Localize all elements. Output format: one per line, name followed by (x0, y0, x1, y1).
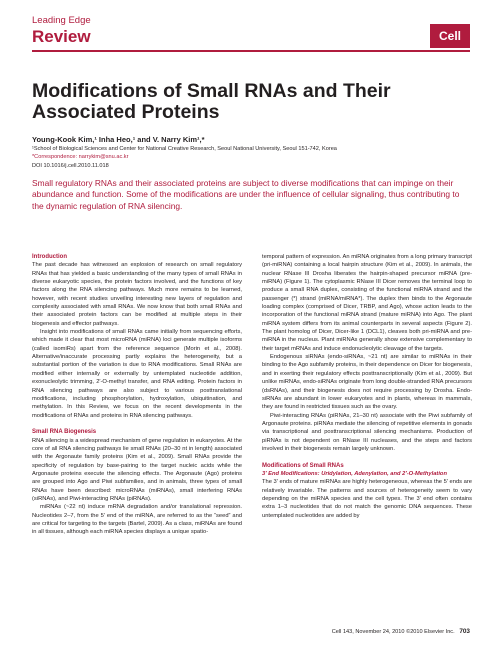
intro-paragraph-1: The past decade has witnessed an explosion of research on small regulatory RNAs that has yielded a basic understanding of the many types of small RNAs in diverse eukaryotic species, the protein factors involved, and the functions of key factors along the RNA silencing pathways. Much more remains to be learned, however, with recent studies unveiling interesting new layers of regulation and complexity associated with small RNAs. We now know that both small RNAs and their associated protein factors can be modified at multiple steps in their biogenesis and effector pathways. (32, 262, 242, 327)
section-kicker: Leading Edge (32, 15, 91, 26)
page-number: 703 (459, 628, 470, 635)
intro-paragraph-2: Insight into modifications of small RNAs came initially from sequencing efforts, which made it clear that most microRNA (miRNA) loci generate multiple isoforms (called isomiRs) apart from the reference sequence (Morin et al., 2008). Alternative/inaccurate processing partly explains the heterogeneity, but a substantial portion of the variation is due to RNA modifications. Small RNAs are modified either internally or externally by untemplated nucleotide addition, exonucleolytic trimming, 2′-O-methyl transfer, and RNA editing. Protein factors in RNA silencing pathways are also subject to various posttranslational modifications, including phosphorylation, hydroxylation, ubiquitination, and methylation. In this Review, we focus on the recent developments in the modifications of RNAs and proteins in RNA silencing pathways. (32, 329, 242, 419)
article-meta (32, 145, 472, 170)
pirna-paragraph: Piwi-interacting RNAs (piRNAs, 21–30 nt) associate with the Piwi subfamily of Argonaute proteins. piRNAs mediate the silencing of repetitive elements in gonads via transcriptional and posttranscriptional silencing mechanisms. Production of piRNAs is not dependent on RNase III nucleases, and the steps and factors involved in their biogenesis remain largely unknown. (262, 412, 472, 452)
biogenesis-paragraph-1: RNA silencing is a widespread mechanism of gene regulation in eukaryotes. At the core of all RNA silencing pathways lie small RNAs (20–30 nt in length) associated with the Argonaute family proteins (Kim et al., 2009). Small RNAs provide the specificity of regulation by base-pairing to the target nucleic acids while the Argonaute proteins execute the silencing effects. The Argonaute (Ago) proteins are grouped into Ago and Piwi subfamilies, and in animals, three types of small RNAs have been described: microRNAs (miRNAs), small interfering RNAs (siRNAs), and Piwi-interacting RNAs (piRNAs). (32, 437, 242, 502)
modifications-paragraph-1: The 3′ ends of mature miRNAs are highly heterogeneous, whereas the 5′ ends are relatively invariable. The patterns and sources of heterogeneity seem to vary depending on the miRNA species and the cell types. The 3′ end often contains extra 1–3 nucleotides that do not match the genomic DNA sequences. These untemplated nucleotides are added by (262, 479, 472, 519)
endo-sirna-paragraph: Endogenous siRNAs (endo-siRNAs, ~21 nt) are similar to miRNAs in their binding to the Ago subfamily proteins, in their dependence on Dicer for biogenesis, and in exerting their regulatory effects posttranscriptionally (Kim et al., 2009). But unlike miRNAs, endo-siRNAs originate from long double-stranded RNA precursors (dsRNAs), and their biogenesis does not require processing by Drosha. Endo-siRNAs are abundant in lower eukaryotes and in plants, whereas in mammals, they are found in restricted tissues such as the ovary. (262, 354, 472, 411)
author-list: Young-Kook Kim,¹ Inha Heo,¹ and V. Narry Kim¹,* (32, 135, 205, 144)
biogenesis-paragraph-2: miRNAs (~22 nt) induce mRNA degradation and/or translational repression. Nucleotides 2–7, from the 5′ end of the miRNA, are referred to as the “seed” and are critical for targeting to the targets (Bartel, 2009). As a class, miRNAs are found in all tissues, although each miRNA species displays a unique spatio- (32, 504, 242, 536)
doi-link[interactable]: DOI 10.1016/j.cell.2010.11.018 (32, 162, 109, 169)
abstract: Small regulatory RNAs and their associated proteins are subject to diverse modifications that can impinge on their abundance and function. Some of the modifications are under the influence of cellular signaling, thus contributing to the dynamic regulation of RNA silencing. (32, 178, 460, 211)
section-title: Review (32, 27, 91, 46)
heading-biogenesis: Small RNA Biogenesis (32, 429, 97, 436)
journal-logo: Cell (430, 24, 470, 48)
subheading-3prime-end: 3′ End Modifications: Uridylation, Adenylation, and 2′-O-Methylation (262, 470, 447, 477)
page-footer (332, 628, 470, 635)
heading-introduction: Introduction (32, 254, 67, 260)
footer-citation: Cell 143, November 24, 2010 ©2010 Elsevier Inc. (331, 629, 455, 635)
heading-modifications: Modifications of Small RNAs (262, 462, 344, 469)
header-rule (32, 50, 470, 52)
biogenesis-paragraph-3: temporal pattern of expression. An miRNA originates from a long primary transcript (pri-miRNA) containing a local hairpin structure (Kim et al., 2009). In animals, the nuclear RNase III Drosha liberates the hairpin-shaped precursor miRNA (pre-miRNA) (Figure 1). The cytoplasmic RNase III Dicer removes the terminal loop to produce a small RNA duplex, consisting of the functional miRNA strand and the passenger (*) strand (miRNA/miRNA*). The duplex then binds to the Argonaute loading complex (comprised of Dicer, TRBP, and Ago), whose action leads to the incorporation of the functional miRNA strand (mature miRNA) into Ago. The plant miRNA system differs from its animal counterparts in several aspects (Figure 2). The plant homolog of Dicer, Dicer-like 1 (DCL1), cleaves both pri-miRNA and pre-miRNA in the nucleus. Plant miRNAs generally show extensive complementary to their target mRNAs and induce endonucleolytic cleavage of the targets. (262, 254, 472, 352)
right-column (262, 253, 472, 520)
left-column (32, 253, 242, 537)
affiliation: ¹School of Biological Sciences and Center for National Creative Research, Seoul National University, Seoul 151-742, Korea (32, 146, 337, 152)
article-title: Modifications of Small RNAs and Their Associated Proteins (32, 80, 391, 123)
correspondence-link[interactable]: *Correspondence: narrykim@snu.ac.kr (32, 154, 129, 161)
